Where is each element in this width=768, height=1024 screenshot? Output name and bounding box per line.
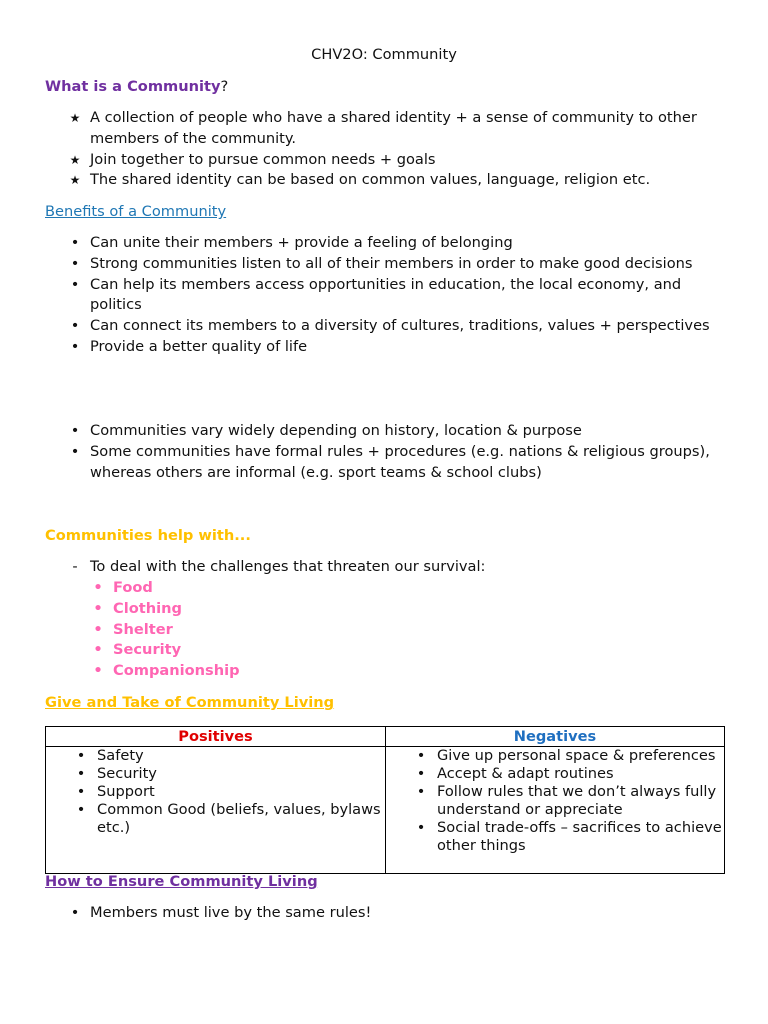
bullet-icon: • (416, 747, 426, 764)
needs-list (93, 578, 753, 682)
bullet-icon: • (70, 904, 80, 921)
bullet-icon: • (76, 765, 86, 782)
bullet-icon: • (416, 783, 426, 800)
help-with-heading: Communities help with... (45, 527, 251, 544)
star-icon: ★ (69, 152, 81, 167)
list-item: • Shelter (113, 620, 753, 641)
list-item: • Food (113, 578, 753, 599)
list-item: • Social trade-offs – sacrifices to achieve other things (437, 819, 724, 855)
dash-icon: - (72, 558, 78, 575)
list-item: • Security (113, 640, 753, 661)
bullet-icon: • (76, 783, 86, 800)
bullet-icon: • (70, 337, 80, 355)
help-with-intro-list (72, 557, 730, 578)
bullet-icon: • (93, 599, 103, 617)
positives-cell (46, 747, 386, 874)
list-item: ★ A collection of people who have a shared identity + a sense of community to other members of the community. (69, 109, 697, 147)
list-item: • Follow rules that we don’t always fully understand or appreciate (437, 783, 724, 819)
benefits-list (70, 233, 730, 358)
bullet-icon: • (70, 234, 80, 251)
positives-header: Positives (46, 727, 386, 747)
negatives-header: Negatives (386, 727, 725, 747)
give-take-table (45, 726, 725, 874)
positives-list (46, 747, 385, 837)
star-icon: ★ (69, 111, 81, 125)
bullet-icon: • (70, 317, 80, 335)
negatives-cell (386, 747, 725, 874)
bullet-icon: • (93, 641, 103, 659)
list-item: • Give up personal space & preferences (437, 747, 724, 765)
list-item: • Safety (97, 747, 385, 765)
bullet-icon: • (70, 422, 80, 439)
what-is-list (69, 108, 730, 191)
list-item: • Can help its members access opportunities in education, the local economy, and politics (90, 275, 730, 317)
what-is-heading (45, 77, 228, 97)
what-is-heading-suffix: ? (220, 78, 229, 95)
list-item: • Strong communities listen to all of their members in order to make good decisions (90, 254, 730, 275)
bullet-icon: • (416, 765, 426, 782)
ensure-heading[interactable]: How to Ensure Community Living (45, 873, 318, 890)
list-item: • Security (97, 765, 385, 783)
bullet-icon: • (416, 819, 426, 836)
list-item: • Can unite their members + provide a feeling of belonging (90, 233, 730, 254)
list-item: • Clothing (113, 599, 753, 620)
list-item: • Some communities have formal rules + procedures (e.g. nations & religious groups), whereas others are informal (e.g. sport teams & school clubs) (90, 442, 730, 484)
give-take-heading[interactable]: Give and Take of Community Living (45, 694, 335, 711)
list-item: • Can connect its members to a diversity of cultures, traditions, values + perspectives (90, 316, 730, 337)
list-item: • Communities vary widely depending on history, location & purpose (90, 421, 730, 442)
bullet-icon: • (70, 254, 80, 272)
list-item: • Provide a better quality of life (90, 337, 730, 358)
document-title: CHV2O: Community (311, 46, 457, 63)
bullet-icon: • (70, 275, 80, 293)
ensure-list (70, 903, 730, 924)
benefits-heading[interactable]: Benefits of a Community (45, 203, 227, 220)
list-item: • Members must live by the same rules! (90, 903, 730, 924)
list-item: • Companionship (113, 661, 753, 682)
bullet-icon: • (93, 579, 103, 596)
bullet-icon: • (70, 442, 80, 460)
bullet-icon: • (93, 620, 103, 638)
bullet-icon: • (76, 801, 86, 818)
list-item: - To deal with the challenges that threaten our survival: (90, 557, 730, 578)
what-is-heading-text: What is a Community (45, 78, 221, 95)
list-item: • Accept & adapt routines (437, 765, 724, 783)
star-icon: ★ (69, 173, 81, 188)
negatives-list (386, 747, 724, 855)
list-item: • Support (97, 783, 385, 801)
list-item: ★ Join together to pursue common needs + goals (90, 150, 730, 171)
list-item: ★ The shared identity can be based on common values, language, religion etc. (90, 170, 730, 191)
variation-list (70, 421, 730, 483)
bullet-icon: • (93, 662, 103, 680)
bullet-icon: • (76, 747, 86, 764)
list-item: • Common Good (beliefs, values, bylaws etc.) (97, 801, 385, 837)
